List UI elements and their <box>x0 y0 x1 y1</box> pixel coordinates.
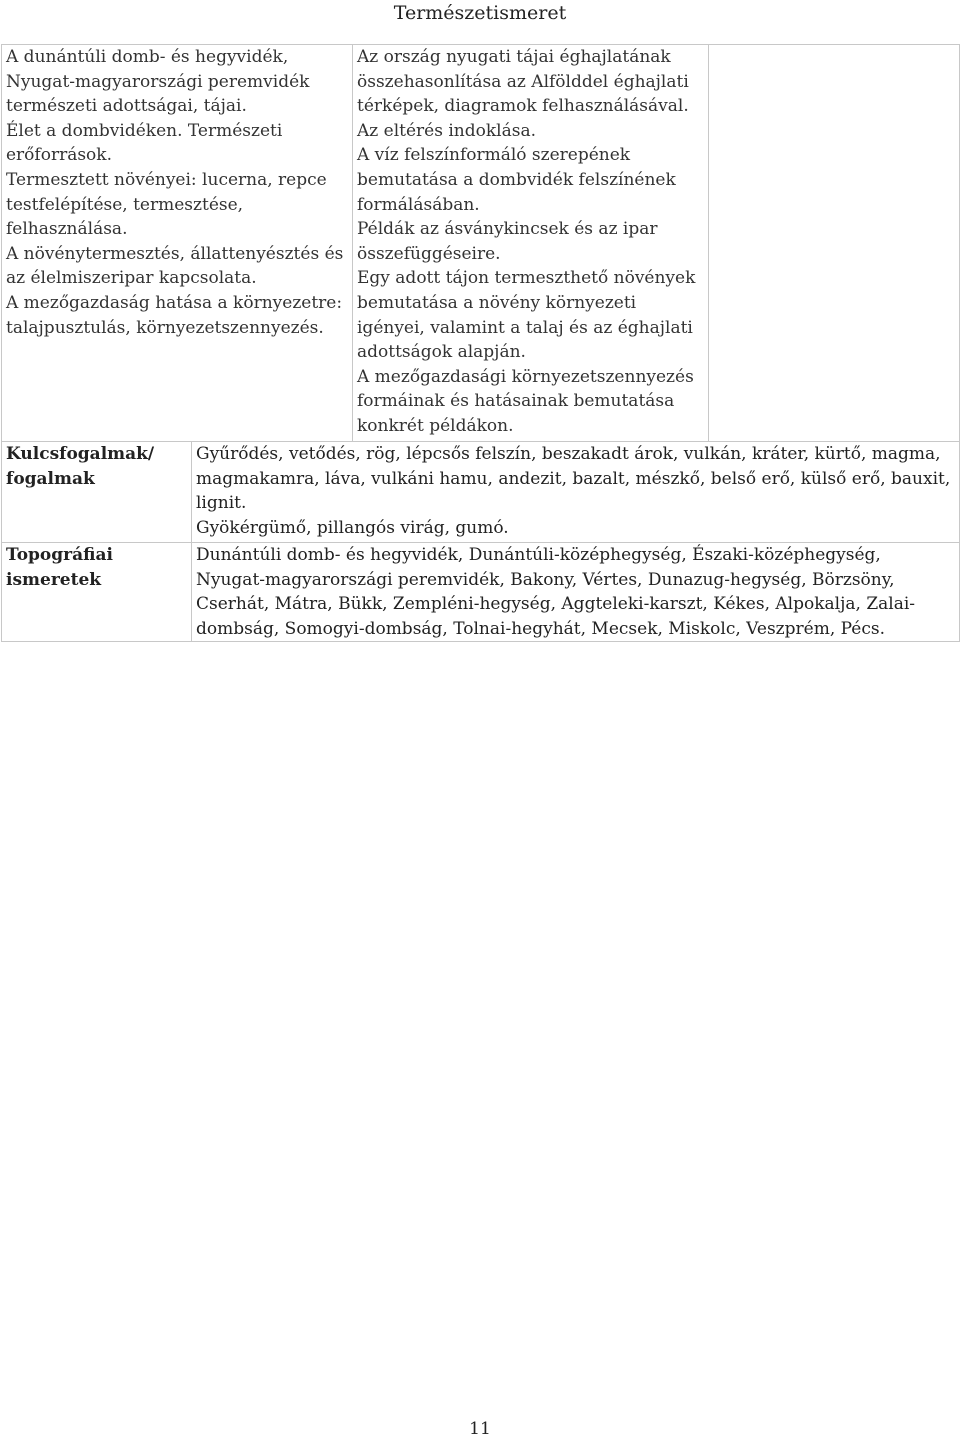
topics-cell <box>2 45 353 442</box>
activity-paragraph: Példák az ásványkincsek és az ipar összefüggéseire. <box>357 219 658 264</box>
key-concepts-paragraph: Gyökérgümő, pillangós virág, gumó. <box>196 517 509 538</box>
topography-label: Topográfiai ismeretek <box>2 543 192 642</box>
topography-text: Dunántúli domb- és hegyvidék, Dunántúli-középhegység, Északi-középhegység, Nyugat-magyarországi peremvidék, Bakony, Vértes, Dunazug-hegység, Börzsöny, Cserhát, Mátra, Bükk, Zempléni-hegység, Aggteleki-karszt, Kékes, Alpokalja, Zalai-dombság, Somogyi-dombság, Tolnai-hegyhát, Mecsek, Miskolc, Veszprém, Pécs. <box>196 545 916 639</box>
key-concepts-label: Kulcsfogalmak/ fogalmak <box>2 442 192 543</box>
page-header-title: Természetismeret <box>393 2 567 24</box>
curriculum-table <box>1 44 960 642</box>
topography-row <box>2 543 960 642</box>
empty-notes-cell <box>709 45 960 442</box>
topic-paragraph: Élet a dombvidéken. Természeti erőforrások. <box>6 120 283 166</box>
topic-paragraph: A növénytermesztés, állattenyésztés és az élelmiszeripar kapcsolata. <box>6 243 344 289</box>
activities-cell <box>353 45 709 442</box>
topic-paragraph: A mezőgazdaság hatása a környezetre: talajpusztulás, környezetszennyezés. <box>6 292 343 338</box>
key-concepts-row <box>2 442 960 543</box>
activity-paragraph: Az ország nyugati tájai éghajlatának összehasonlítása az Alfölddel éghajlati térképek, diagramok felhasználásával. Az eltérés indoklása. <box>357 47 689 141</box>
content-row <box>2 45 960 442</box>
key-concepts-paragraph: Gyűrődés, vetődés, rög, lépcsős felszín, beszakadt árok, vulkán, kráter, kürtő, magma, magmakamra, láva, vulkáni hamu, andezit, bazalt, mészkő, belső erő, külső erő, bauxit, lignit. <box>196 444 951 514</box>
activity-paragraph: A víz felszínformáló szerepének bemutatása a dombvidék felszínének formálásában. <box>357 145 676 215</box>
page-number: 11 <box>469 1419 491 1439</box>
activity-paragraph: A mezőgazdasági környezetszennyezés formáinak és hatásainak bemutatása konkrét példákon. <box>357 366 694 436</box>
key-concepts-cell <box>192 442 960 543</box>
topic-paragraph: A dunántúli domb- és hegyvidék, Nyugat-magyarországi peremvidék természeti adottságai, tájai. <box>6 47 310 117</box>
activity-paragraph: Egy adott tájon termeszthető növények bemutatása a növény környezeti igényei, valamint a talaj és az éghajlati adottságok alapján. <box>357 268 696 363</box>
topography-cell <box>192 543 960 642</box>
topic-paragraph: Termesztett növényei: lucerna, repce testfelépítése, termesztése, felhasználása. <box>6 169 327 240</box>
